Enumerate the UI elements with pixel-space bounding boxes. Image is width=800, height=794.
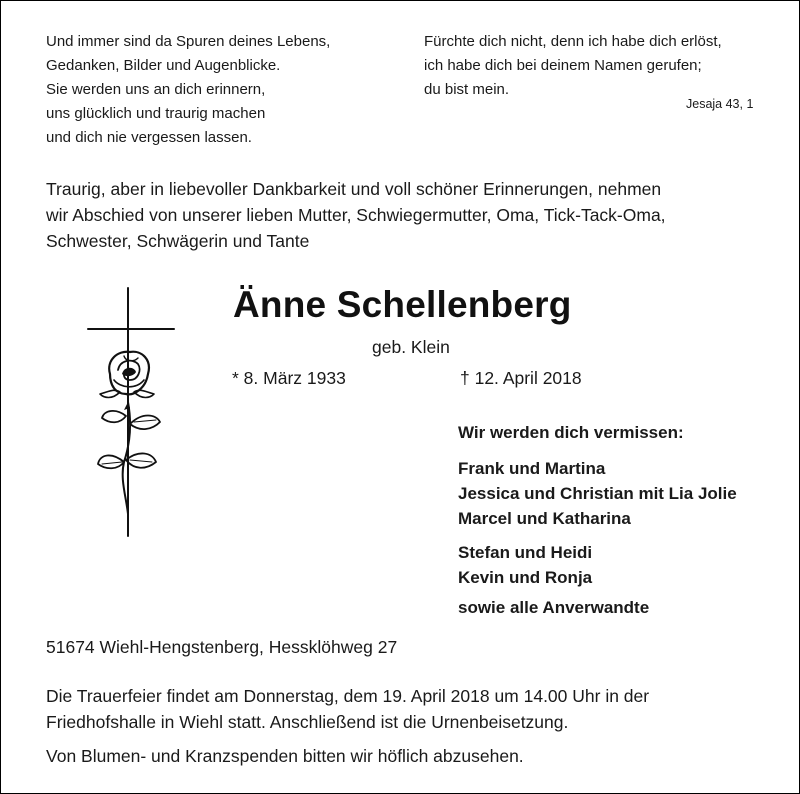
poem-right — [424, 30, 722, 102]
service-details — [46, 683, 649, 735]
mourners-group-2 — [458, 540, 592, 590]
mourner-line: Frank und Martina — [458, 459, 606, 478]
service-line: Friedhofshalle in Wiehl statt. Anschließend ist die Urnenbeisetzung. — [46, 712, 569, 732]
poem-left-line: Gedanken, Bilder und Augenblicke. — [46, 57, 281, 74]
cross-rose-icon — [80, 284, 190, 540]
poem-right-line: ich habe dich bei deinem Namen gerufen; — [424, 57, 702, 74]
death-date: † 12. April 2018 — [460, 368, 582, 388]
service-line: Die Trauerfeier findet am Donnerstag, dem 19. April 2018 um 14.00 Uhr in der — [46, 686, 650, 706]
poem-left-line: Und immer sind da Spuren deines Lebens, — [46, 33, 331, 50]
intro-line: Traurig, aber in liebevoller Dankbarkeit und voll schöner Erinnerungen, nehmen — [46, 179, 662, 199]
verse-reference: Jesaja 43, 1 — [686, 97, 754, 111]
birth-date: * 8. März 1933 — [232, 368, 346, 388]
address: 51674 Wiehl-Hengstenberg, Hessklöhweg 27 — [46, 637, 398, 657]
poem-right-line: Fürchte dich nicht, denn ich habe dich erlöst, — [424, 33, 722, 50]
poem-left — [46, 30, 330, 150]
poem-left-line: und dich nie vergessen lassen. — [46, 129, 252, 146]
poem-left-line: uns glücklich und traurig machen — [46, 105, 266, 122]
intro-text — [46, 176, 666, 254]
intro-line: wir Abschied von unserer lieben Mutter, Schwiegermutter, Oma, Tick-Tack-Oma, — [46, 205, 666, 225]
mourners-heading: Wir werden dich vermissen: — [458, 423, 684, 442]
mourners-group-1 — [458, 456, 737, 531]
intro-line: Schwester, Schwägerin und Tante — [46, 231, 310, 251]
mourner-line: Kevin und Ronja — [458, 568, 593, 587]
maiden-name: geb. Klein — [372, 337, 450, 357]
poem-right-line: du bist mein. — [424, 81, 510, 98]
flowers-note: Von Blumen- und Kranzspenden bitten wir höflich abzusehen. — [46, 746, 524, 766]
mourners-closing: sowie alle Anverwandte — [458, 598, 650, 617]
poem-left-line: Sie werden uns an dich erinnern, — [46, 81, 266, 98]
mourner-line: Stefan und Heidi — [458, 543, 593, 562]
mourner-line: Jessica und Christian mit Lia Jolie — [458, 484, 737, 503]
mourner-line: Marcel und Katharina — [458, 509, 631, 528]
deceased-name: Änne Schellenberg — [233, 284, 572, 325]
